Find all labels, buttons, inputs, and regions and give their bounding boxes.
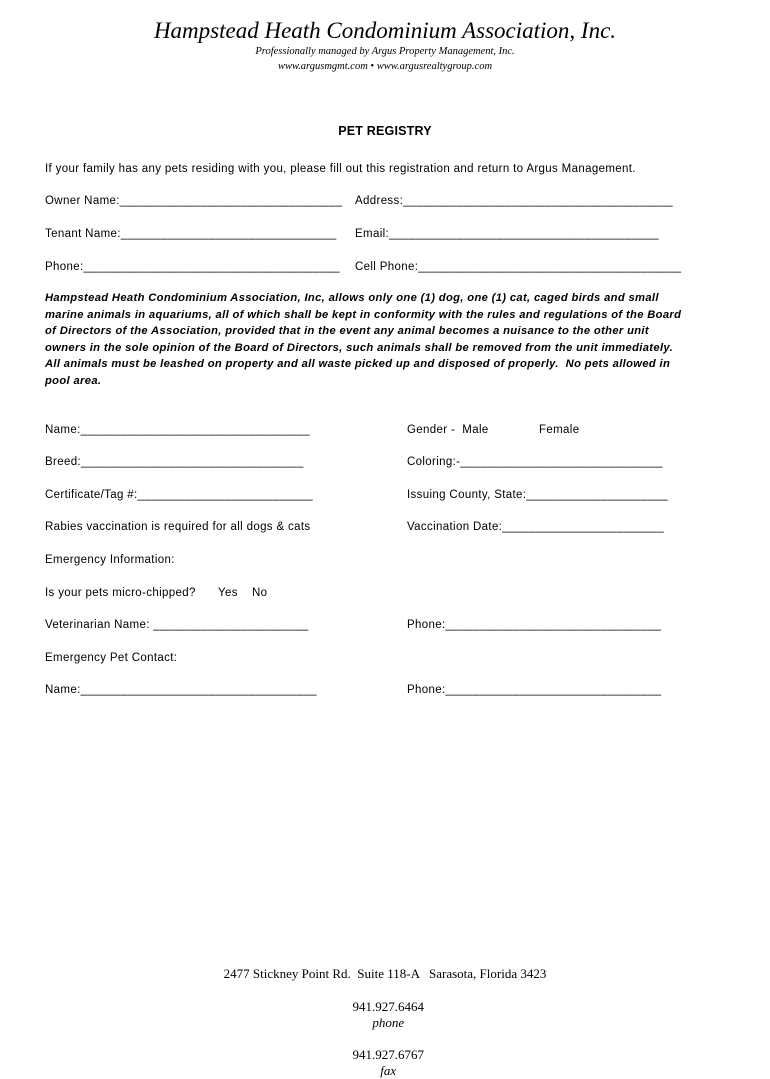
rules-line: of Directors of the Association, provided that in the event any animal becomes a nuisance to the other unit xyxy=(45,325,649,337)
tenant-name-field[interactable]: Tenant Name:________________________________ xyxy=(45,228,337,240)
rules-line: pool area. xyxy=(45,374,102,387)
footer-phone-label: phone xyxy=(372,1015,405,1030)
email-field[interactable]: Email:________________________________________ xyxy=(355,228,659,240)
issuing-county-field[interactable]: Issuing County, State:_____________________ xyxy=(407,489,669,501)
footer-fax-label: fax xyxy=(380,1063,397,1078)
contact-phone-field[interactable]: Phone:________________________________ xyxy=(407,684,662,696)
pet-name-field[interactable]: Name:__________________________________ xyxy=(45,424,310,436)
owner-name-field[interactable]: Owner Name:_________________________________ xyxy=(45,195,343,207)
contact-name-field[interactable]: Name:___________________________________ xyxy=(45,684,317,696)
intro-text: If your family has any pets residing with you, please fill out this registration and return to Argus Management. xyxy=(45,163,636,175)
microchip-yes-option[interactable]: Yes xyxy=(218,587,238,599)
rabies-note: Rabies vaccination is required for all dogs & cats xyxy=(45,521,311,533)
rules-line: owners in the sole opinion of the Board of Directors, such animals shall be removed from the unit immediately. xyxy=(45,341,674,354)
rules-line: Hampstead Heath Condominium Association, Inc, allows only one (1) dog, one (1) cat, caged birds and small xyxy=(45,292,659,304)
management-subtitle: Professionally managed by Argus Property Management, Inc. xyxy=(255,46,515,57)
rules-line: marine animals in aquariums, all of which shall be kept in conformity with the rules and regulations of the Board xyxy=(45,308,682,321)
vaccination-date-field[interactable]: Vaccination Date:________________________ xyxy=(407,521,665,533)
cell-phone-field[interactable]: Cell Phone:_______________________________________ xyxy=(355,261,682,273)
emergency-info-heading: Emergency Information: xyxy=(45,554,175,566)
association-title: Hampstead Heath Condominium Association, Inc. xyxy=(153,18,617,43)
microchip-no-option[interactable]: No xyxy=(252,587,268,599)
veterinarian-name-field[interactable]: Veterinarian Name: _______________________ xyxy=(45,619,309,631)
address-field[interactable]: Address:________________________________________ xyxy=(355,195,674,207)
breed-field[interactable]: Breed:_________________________________ xyxy=(45,456,304,468)
coloring-field[interactable]: Coloring:-______________________________ xyxy=(407,456,663,468)
form-title: PET REGISTRY xyxy=(338,124,432,138)
veterinarian-phone-field[interactable]: Phone:________________________________ xyxy=(407,619,662,631)
gender-male-option[interactable]: Gender - Male xyxy=(407,424,489,436)
footer-address: 2477 Stickney Point Rd. Suite 118-A Sarasota, Florida 3423 xyxy=(223,966,547,981)
phone-field[interactable]: Phone:______________________________________ xyxy=(45,261,340,273)
microchip-question: Is your pets micro-chipped? xyxy=(45,587,196,599)
rules-line: All animals must be leashed on property and all waste picked up and disposed of properly. No pets allowed in xyxy=(45,358,671,370)
certificate-tag-field[interactable]: Certificate/Tag #:__________________________ xyxy=(45,489,313,501)
footer-fax-number: 941.927.6767 xyxy=(352,1047,424,1062)
pet-rules-paragraph xyxy=(45,290,735,389)
website-links: www.argusmgmt.com • www.argusrealtygroup.com xyxy=(277,61,493,72)
footer-contact xyxy=(0,983,770,1079)
emergency-contact-heading: Emergency Pet Contact: xyxy=(45,652,178,664)
footer-phone-number: 941.927.6464 xyxy=(352,999,424,1014)
gender-female-option[interactable]: Female xyxy=(539,424,580,436)
